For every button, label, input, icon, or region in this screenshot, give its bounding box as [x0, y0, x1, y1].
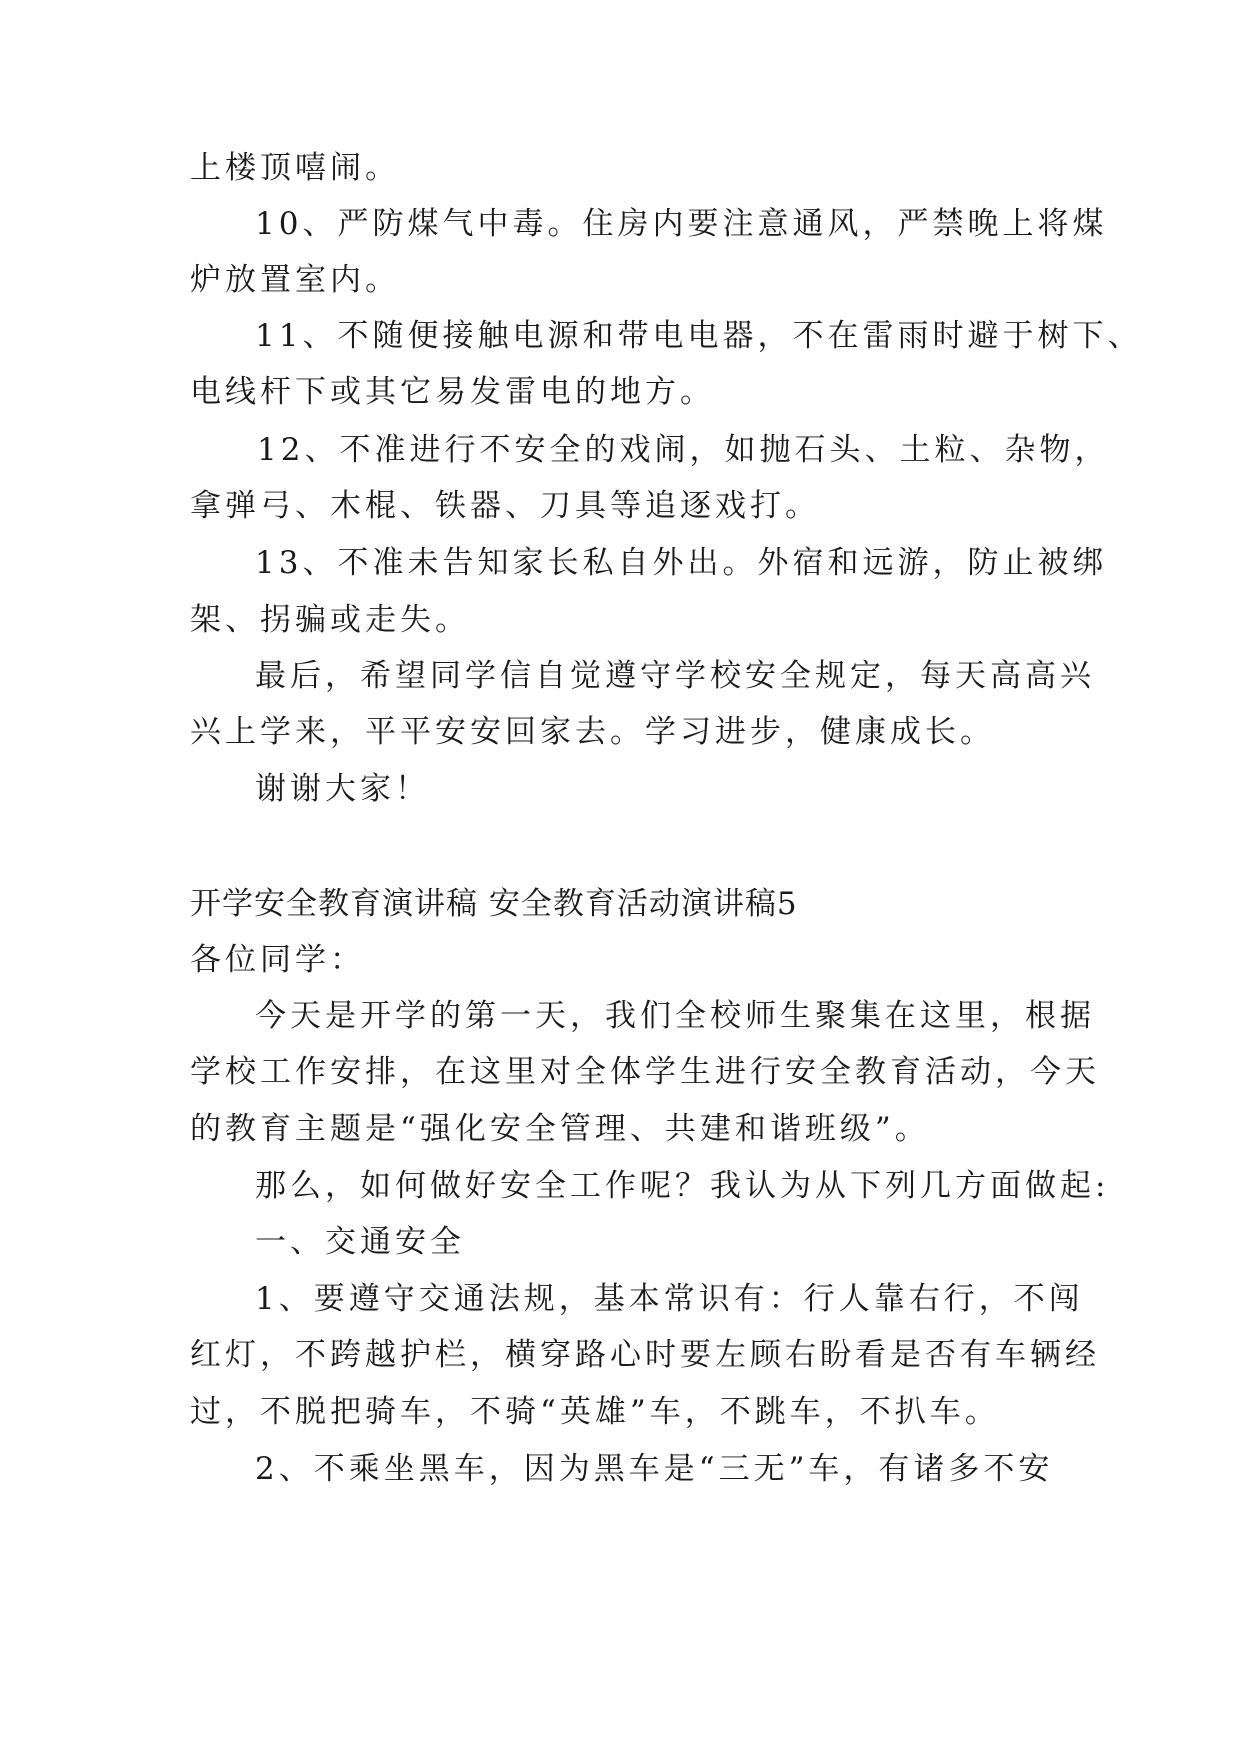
text-line: 最后，希望同学信自觉遵守学校安全规定，每天高高兴: [255, 658, 1095, 694]
text-line: 10、严防煤气中毒。住房内要注意通风，严禁晚上将煤: [255, 206, 1108, 242]
text-line: 1、要遵守交通法规，基本常识有：行人靠右行，不闯: [255, 1281, 1084, 1317]
text-line: 架、拐骗或走失。: [190, 602, 470, 638]
text-line: 11、不随便接触电源和带电电器，不在雷雨时避于树下、: [255, 318, 1143, 354]
text-line: 过，不脱把骑车，不骑“英雄”车，不跳车，不扒车。: [190, 1394, 1000, 1430]
text-line: 红灯，不跨越护栏，横穿路心时要左顾右盼看是否有车辆经: [190, 1337, 1100, 1373]
text-line: 2、不乘坐黑车，因为黑车是“三无”车，有诸多不安: [255, 1451, 1054, 1487]
text-line: 电线杆下或其它易发雷电的地方。: [190, 374, 715, 410]
section-title: 开学安全教育演讲稿 安全教育活动演讲稿5: [190, 886, 798, 922]
text-line: 的教育主题是“强化安全管理、共建和谐班级”。: [190, 1111, 930, 1147]
text-line: 今天是开学的第一天，我们全校师生聚集在这里，根据: [255, 998, 1095, 1034]
text-line: 炉放置室内。: [190, 262, 400, 298]
text-line: 兴上学来，平平安安回家去。学习进步，健康成长。: [190, 714, 995, 750]
text-line: 13、不准未告知家长私自外出。外宿和远游，防止被绑: [255, 545, 1108, 581]
text-line: 那么，如何做好安全工作呢？我认为从下列几方面做起:: [255, 1168, 1110, 1204]
text-line: 学校工作安排，在这里对全体学生进行安全教育活动，今天: [190, 1054, 1100, 1090]
salutation: 各位同学：: [190, 942, 365, 978]
text-line: 谢谢大家！: [255, 771, 430, 807]
subheading: 一、交通安全: [255, 1224, 465, 1260]
text-line: 上楼顶嘻闹。: [190, 150, 400, 186]
text-line: 拿弹弓、木棍、铁器、刀具等追逐戏打。: [190, 488, 820, 524]
text-line: 12、不准进行不安全的戏闹，如抛石头、土粒、杂物，: [257, 432, 1110, 468]
